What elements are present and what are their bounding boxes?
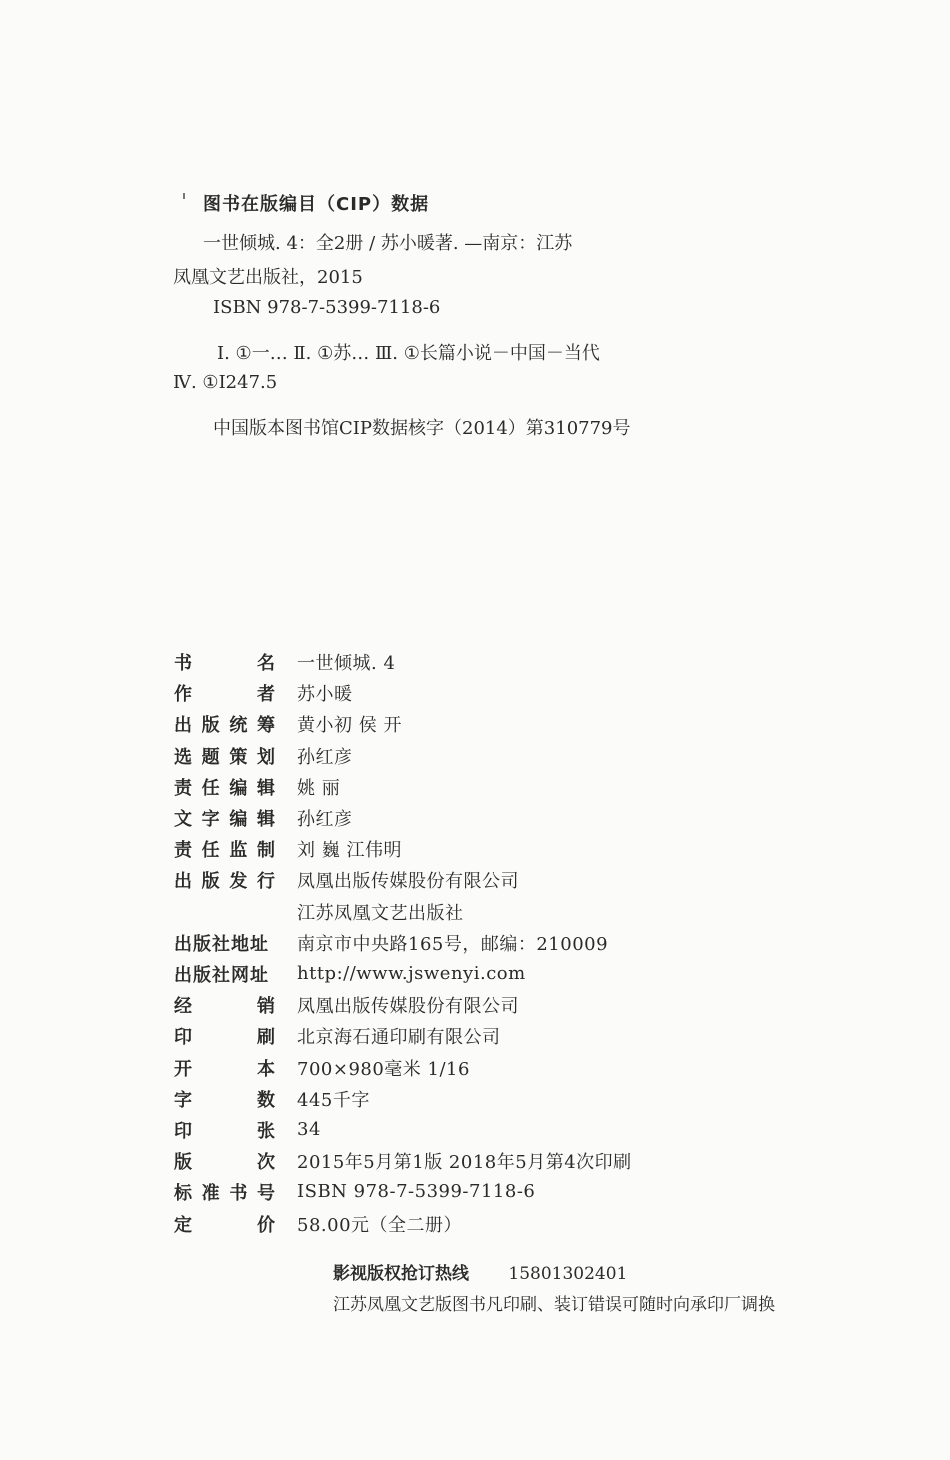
- detail-label-char: 准: [201, 1182, 220, 1204]
- detail-label-char: 定: [174, 1214, 192, 1236]
- detail-row: [174, 927, 608, 958]
- detail-label: [174, 1179, 275, 1205]
- cip-isbn: ISBN 978-7-5399-7118-6: [213, 297, 441, 318]
- detail-label-char: 监: [229, 839, 248, 861]
- detail-label-char: 本: [257, 1058, 275, 1080]
- detail-label: [174, 867, 275, 893]
- hotline: [333, 1259, 627, 1284]
- detail-value: 700×980毫米 1/16: [297, 1058, 470, 1080]
- detail-label-char: 书: [229, 1182, 248, 1204]
- detail-row: [174, 802, 353, 833]
- detail-label: [174, 743, 275, 769]
- detail-label-char: 作: [174, 683, 192, 705]
- detail-label-char: 经: [174, 995, 192, 1017]
- print-error-notice: 江苏凤凰文艺版图书凡印刷、装订错误可随时向承印厂调换: [333, 1295, 775, 1315]
- detail-value: 凤凰出版传媒股份有限公司: [297, 995, 519, 1017]
- detail-label: [174, 1086, 275, 1112]
- detail-label: [174, 774, 275, 800]
- detail-value: 南京市中央路165号，邮编：210009: [297, 933, 609, 955]
- detail-row: [174, 833, 402, 864]
- detail-row: [174, 1020, 501, 1051]
- cip-approval-number: 中国版本图书馆CIP数据核字（2014）第310779号: [213, 418, 631, 439]
- detail-label-char: 出: [174, 714, 192, 736]
- detail-label-char: 次: [257, 1151, 275, 1173]
- detail-value: 58.00元（全二册）: [297, 1214, 463, 1236]
- detail-label: 出版社地址: [174, 933, 269, 955]
- detail-value: 凤凰出版传媒股份有限公司: [297, 870, 519, 892]
- detail-label-char: 编: [229, 808, 248, 830]
- detail-label-char: 编: [229, 777, 248, 799]
- detail-label-char: 出: [174, 870, 192, 892]
- detail-label: 出版社网址: [174, 964, 269, 986]
- detail-row: [174, 1176, 535, 1207]
- detail-label-char: 书: [174, 652, 192, 674]
- detail-label: [174, 649, 275, 675]
- detail-row: [174, 1145, 632, 1176]
- detail-label-char: 标: [174, 1182, 192, 1204]
- detail-row: [174, 864, 519, 895]
- detail-row: [174, 1114, 321, 1145]
- detail-label-char: 划: [256, 746, 275, 768]
- detail-row: [174, 1083, 370, 1114]
- detail-row: [174, 1208, 462, 1239]
- detail-row: [174, 989, 519, 1020]
- detail-label-char: 筹: [256, 714, 275, 736]
- cip-classification-1: Ⅰ. ①一… Ⅱ. ①苏… Ⅲ. ①长篇小说－中国－当代: [217, 343, 600, 364]
- detail-value: 北京海石通印刷有限公司: [297, 1026, 501, 1048]
- detail-label-char: 文: [174, 808, 192, 830]
- detail-row: [174, 646, 395, 677]
- detail-label: [174, 1023, 275, 1049]
- detail-label: [174, 1148, 275, 1174]
- detail-row-continuation: [174, 896, 464, 927]
- detail-label-char: 开: [174, 1058, 192, 1080]
- cip-title: 图书在版编目（CIP）数据: [203, 194, 430, 215]
- detail-label-char: 行: [256, 870, 275, 892]
- detail-value: 2015年5月第1版 2018年5月第4次印刷: [297, 1151, 632, 1173]
- detail-value: 苏小暖: [297, 683, 353, 705]
- detail-label: [174, 680, 275, 706]
- detail-label-char: 责: [174, 777, 192, 799]
- detail-label-char: 销: [257, 995, 275, 1017]
- detail-label: [174, 1055, 275, 1081]
- detail-label-char: 选: [174, 746, 192, 768]
- cip-line-2: 凤凰文艺出版社，2015: [173, 267, 363, 288]
- detail-label-char: 号: [256, 1182, 275, 1204]
- detail-label: [174, 1117, 275, 1143]
- detail-value: 黄小初 侯 开: [297, 714, 402, 736]
- cip-classification-2: Ⅳ. ①I247.5: [173, 372, 278, 393]
- detail-label-char: 题: [201, 746, 220, 768]
- detail-label-char: 字: [174, 1089, 192, 1111]
- detail-label-char: 印: [174, 1026, 192, 1048]
- detail-value: 孙红彦: [297, 808, 353, 830]
- scan-mark: [183, 193, 185, 199]
- detail-label-char: 字: [201, 808, 220, 830]
- detail-label-char: 策: [229, 746, 248, 768]
- detail-row: [174, 740, 353, 771]
- detail-label-char: 任: [201, 839, 220, 861]
- detail-label-char: 统: [229, 714, 248, 736]
- detail-label: [174, 711, 275, 737]
- detail-label-char: 任: [201, 777, 220, 799]
- detail-label-char: 刷: [257, 1026, 275, 1048]
- detail-label-char: 发: [229, 870, 248, 892]
- detail-label-char: 价: [257, 1214, 275, 1236]
- detail-label: [174, 805, 275, 831]
- detail-value: 445千字: [297, 1089, 370, 1111]
- detail-row: [174, 958, 526, 989]
- detail-label-char: 制: [256, 839, 275, 861]
- hotline-number: 15801302401: [508, 1264, 628, 1284]
- detail-value: 孙红彦: [297, 746, 353, 768]
- detail-label-char: 数: [257, 1089, 275, 1111]
- detail-row: [174, 771, 340, 802]
- detail-value: ISBN 978-7-5399-7118-6: [297, 1181, 536, 1202]
- detail-label: [174, 1211, 275, 1237]
- detail-label-char: 者: [257, 683, 275, 705]
- detail-row: [174, 677, 353, 708]
- detail-value: 刘 巍 江伟明: [297, 839, 402, 861]
- detail-label-char: 印: [174, 1120, 192, 1142]
- detail-label-char: 版: [201, 714, 220, 736]
- detail-value: 一世倾城. 4: [297, 652, 396, 674]
- detail-value: http://www.jswenyi.com: [297, 963, 526, 984]
- detail-label-char: 辑: [256, 808, 275, 830]
- detail-row: [174, 1052, 470, 1083]
- detail-value: 江苏凤凰文艺出版社: [297, 902, 464, 924]
- detail-label-char: 辑: [256, 777, 275, 799]
- detail-label: [174, 836, 275, 862]
- detail-value: 34: [297, 1119, 321, 1140]
- detail-label-char: 版: [174, 1151, 192, 1173]
- detail-label-char: 责: [174, 839, 192, 861]
- detail-label-char: 张: [257, 1120, 275, 1142]
- detail-label-char: 版: [201, 870, 220, 892]
- detail-label: [174, 992, 275, 1018]
- cip-line-1: 一世倾城. 4：全2册 / 苏小暖著. —南京：江苏: [203, 233, 573, 254]
- hotline-label: 影视版权抢订热线: [333, 1264, 469, 1284]
- detail-label-char: 名: [257, 652, 275, 674]
- detail-row: [174, 708, 402, 739]
- detail-value: 姚 丽: [297, 777, 341, 799]
